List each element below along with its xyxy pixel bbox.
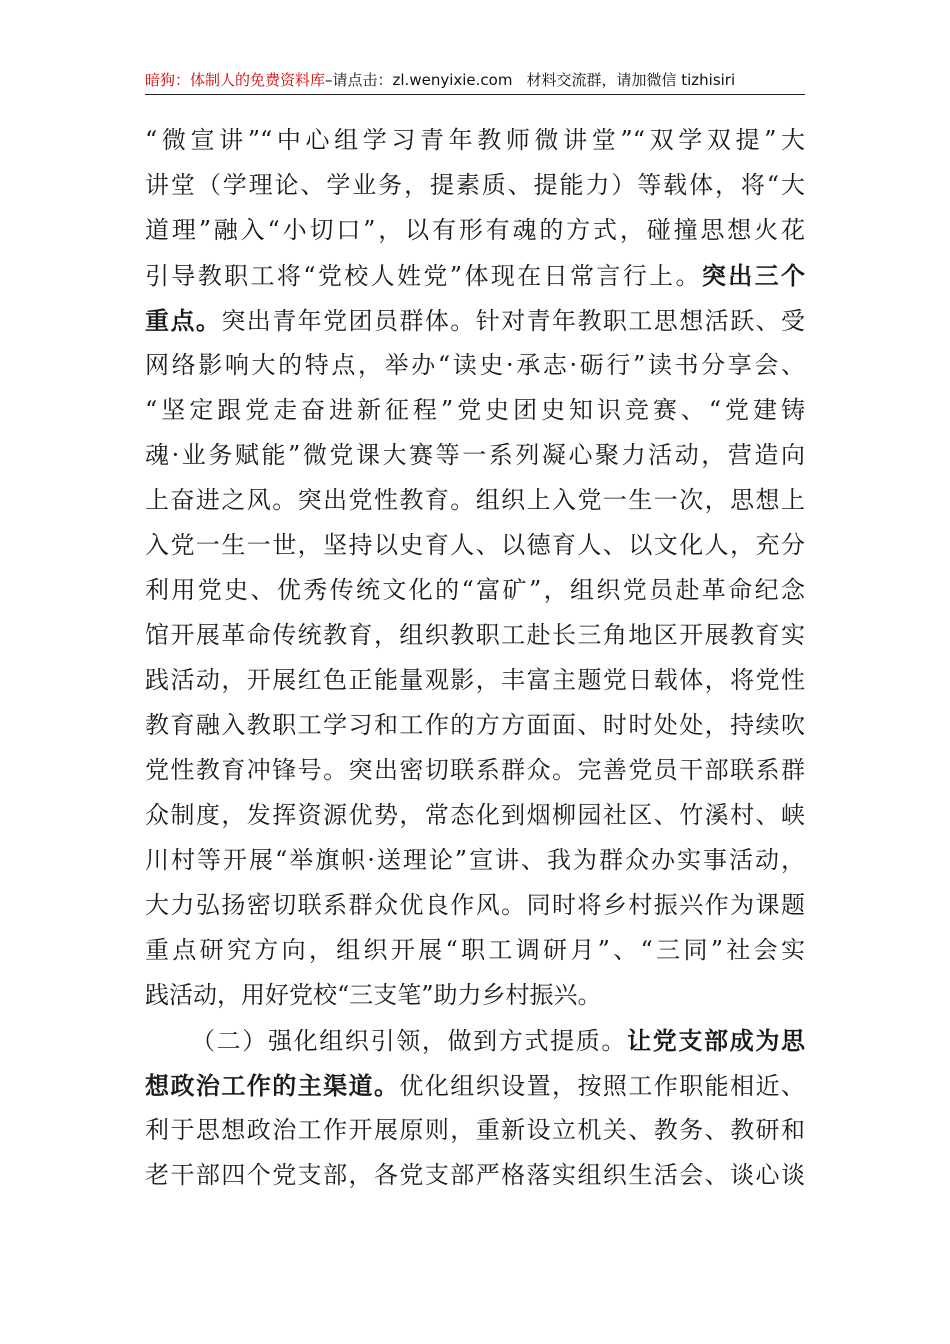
bold-heading: 想政治工作的主渠道。 — [145, 1071, 400, 1100]
bold-heading: 重点。 — [145, 306, 222, 335]
text-line — [145, 298, 805, 343]
header-brand: 暗狗：体制人的免费资料库 — [145, 71, 326, 89]
document-body — [145, 118, 805, 1198]
text-line: 入党一生一世，坚持以史育人、以德育人、以文化人，充分 — [145, 531, 805, 559]
text-segment: 引导教职工将“党校人姓党”体现在日常言行上。 — [145, 262, 702, 290]
text-line: 道理”融入“小切口”，以有形有魂的方式，碰撞思想火花 — [145, 216, 805, 244]
text-line: 利于思想政治工作开展原则，重新设立机关、教务、教研和 — [145, 1116, 805, 1144]
header-divider — [145, 94, 805, 95]
text-line: 众制度，发挥资源优势，常态化到烟柳园社区、竹溪村、峡 — [145, 801, 805, 829]
section-heading: （二）强化组织引领，做到方式提质。 — [191, 1027, 628, 1055]
text-line: 上奋进之风。突出党性教育。组织上入党一生一次，思想上 — [145, 486, 805, 514]
text-line: 党性教育冲锋号。突出密切联系群众。完善党员干部联系群 — [145, 756, 805, 784]
bold-heading: 突出三个 — [701, 261, 805, 290]
text-line: “微宣讲”“中心组学习青年教师微讲堂”“双学双提”大 — [145, 126, 805, 154]
text-line: 重点研究方向，组织开展“职工调研月”、“三同”社会实 — [145, 936, 805, 964]
text-line: 践活动，用好党校“三支笔”助力乡村振兴。 — [145, 981, 602, 1009]
text-line: 川村等开展“举旗帜·送理论”宣讲、我为群众办实事活动， — [145, 846, 805, 874]
header-link[interactable]: –请点击：zl.wenyixie.com — [325, 71, 513, 89]
text-line: 大力弘扬密切联系群众优良作风。同时将乡村振兴作为课题 — [145, 891, 805, 919]
text-line: 老干部四个党支部，各党支部严格落实组织生活会、谈心谈 — [145, 1161, 805, 1189]
text-line — [145, 1063, 805, 1108]
text-line: 馆开展革命传统教育，组织教职工赴长三角地区开展教育实 — [145, 621, 805, 649]
text-segment: 优化组织设置，按照工作职能相近、 — [399, 1072, 805, 1100]
text-line: 魂·业务赋能”微党课大赛等一系列凝心聚力活动，营造向 — [145, 441, 805, 469]
text-line: 践活动，开展红色正能量观影，丰富主题党日载体，将党性 — [145, 666, 805, 694]
text-line — [145, 253, 805, 298]
bold-heading: 让党支部成为思 — [627, 1026, 805, 1055]
text-line: “坚定跟党走奋进新征程”党史团史知识竞赛、“党建铸 — [145, 396, 805, 424]
page-header — [145, 68, 805, 92]
text-line: 利用党史、优秀传统文化的“富矿”，组织党员赴革命纪念 — [145, 576, 805, 604]
text-line: 讲堂（学理论、学业务，提素质、提能力）等载体，将“大 — [145, 171, 805, 199]
text-line: 网络影响大的特点，举办“读史·承志·砺行”读书分享会、 — [145, 351, 805, 379]
text-line: 教育融入教职工学习和工作的方方面面、时时处处，持续吹 — [145, 711, 805, 739]
section-heading-line — [145, 1018, 805, 1063]
text-segment: 突出青年党团员群体。针对青年教职工思想活跃、受 — [221, 307, 805, 335]
header-contact: 材料交流群，请加微信 tizhisiri — [526, 71, 736, 89]
